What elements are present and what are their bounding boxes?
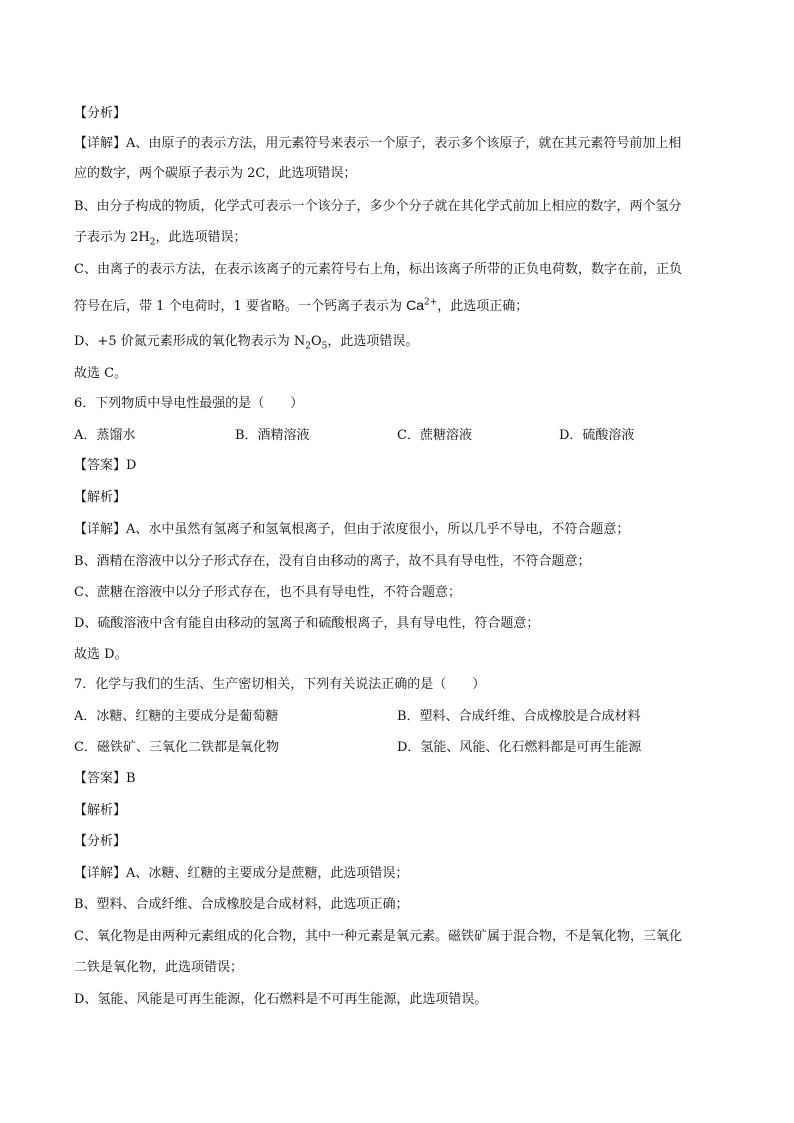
q7-answer: 【答案】B bbox=[74, 771, 136, 786]
q5-detail-line-4 bbox=[74, 230, 734, 246]
subscript: 5 bbox=[321, 341, 328, 352]
calcium-symbol: Ca bbox=[406, 297, 424, 313]
q6-option-d: D．硫酸溶液 bbox=[559, 428, 635, 443]
q5-detail-line-1: 【详解】A、由原子的表示方法，用元素符号来表示一个原子，表示多个该原子，就在其元素符号前加上相 bbox=[74, 136, 682, 151]
q5-detail-line-5: C、由离子的表示方法，在表示该离子的元素符号右上角，标出该离子所带的正负电荷数，数字在前，正负 bbox=[74, 262, 682, 277]
q5-detail-line-2: 应的数字，两个碳原子表示为 2C，此选项错误； bbox=[74, 166, 357, 181]
text-run: ，此选项错误。 bbox=[327, 334, 419, 349]
q6-detail-line-3: C、蔗糖在溶液中以分子形式存在，也不具有导电性，不符合题意； bbox=[74, 585, 461, 600]
q7-option-c: C．磁铁矿、三氧化二铁都是氧化物 bbox=[74, 740, 279, 755]
q5-conclusion: 故选 C。 bbox=[74, 366, 128, 381]
q7-option-a: A．冰糖、红糖的主要成分是葡萄糖 bbox=[74, 709, 279, 724]
text-run: O bbox=[310, 334, 322, 349]
q6-option-c: C．蔗糖溶液 bbox=[397, 428, 472, 443]
q7-fenxi-heading: 【分析】 bbox=[74, 834, 127, 849]
q7-detail-line-5: D、氢能、风能是可再生能源，化石燃料是不可再生能源，此选项错误。 bbox=[74, 992, 488, 1007]
q6-jiexi-heading: 【解析】 bbox=[74, 490, 127, 505]
q5-detail-line-7 bbox=[74, 334, 734, 350]
q7-detail-line-1: 【详解】A、冰糖、红糖的主要成分是蔗糖，此选项错误； bbox=[74, 866, 409, 881]
q7-stem: 7．化学与我们的生活、生产密切相关，下列有关说法正确的是（ ） bbox=[74, 677, 486, 692]
q6-stem: 6．下列物质中导电性最强的是（ ） bbox=[74, 396, 304, 411]
subscript: 2 bbox=[149, 237, 156, 248]
text-run: 符号在后，带 1 个电荷时，1 要省略。一个钙离子表示为 bbox=[74, 299, 407, 314]
q7-jiexi-heading: 【解析】 bbox=[74, 803, 127, 818]
q6-detail-line-2: B、酒精在溶液中以分子形式存在，没有自由移动的离子，故不具有导电性，不符合题意； bbox=[74, 554, 591, 569]
q6-option-a: A．蒸馏水 bbox=[74, 428, 136, 443]
q5-detail-line-3: B、由分子构成的物质，化学式可表示一个该分子，多少个分子就在其化学式前加上相应的数字，两个氢分 bbox=[74, 199, 682, 214]
q7-option-d: D．氢能、风能、化石燃料都是可再生能源 bbox=[397, 740, 642, 755]
q7-detail-line-3: C、氧化物是由两种元素组成的化合物，其中一种元素是氧元素。磁铁矿属于混合物，不是氧化物，三氧化 bbox=[74, 929, 682, 944]
text-run: 子表示为 2H bbox=[74, 230, 150, 245]
superscript: 2+ bbox=[423, 297, 438, 308]
q7-detail-line-2: B、塑料、合成纤维、合成橡胶是合成材料，此选项正确； bbox=[74, 897, 409, 912]
q7-option-b: B．塑料、合成纤维、合成橡胶是合成材料 bbox=[397, 709, 641, 724]
q6-detail-line-1: 【详解】A、水中虽然有氢离子和氢氧根离子，但由于浓度很小，所以几乎不导电，不符合题意； bbox=[74, 522, 630, 537]
q6-conclusion: 故选 D。 bbox=[74, 647, 128, 662]
q6-option-b: B．酒精溶液 bbox=[235, 428, 310, 443]
subscript: 2 bbox=[305, 341, 311, 352]
analysis-heading: 【分析】 bbox=[74, 106, 127, 121]
text-run: D、+5 价氮元素形成的氧化物表示为 N bbox=[74, 334, 306, 349]
q7-detail-line-4: 二铁是氧化物，此选项错误； bbox=[74, 960, 244, 975]
text-run: ，此选项正确； bbox=[437, 299, 529, 314]
q6-answer: 【答案】D bbox=[74, 458, 137, 473]
text-run: ，此选项错误； bbox=[155, 230, 247, 245]
q5-detail-line-6 bbox=[74, 297, 734, 315]
q6-detail-line-4: D、硫酸溶液中含有能自由移动的氢离子和硫酸根离子，具有导电性，符合题意； bbox=[74, 616, 540, 631]
